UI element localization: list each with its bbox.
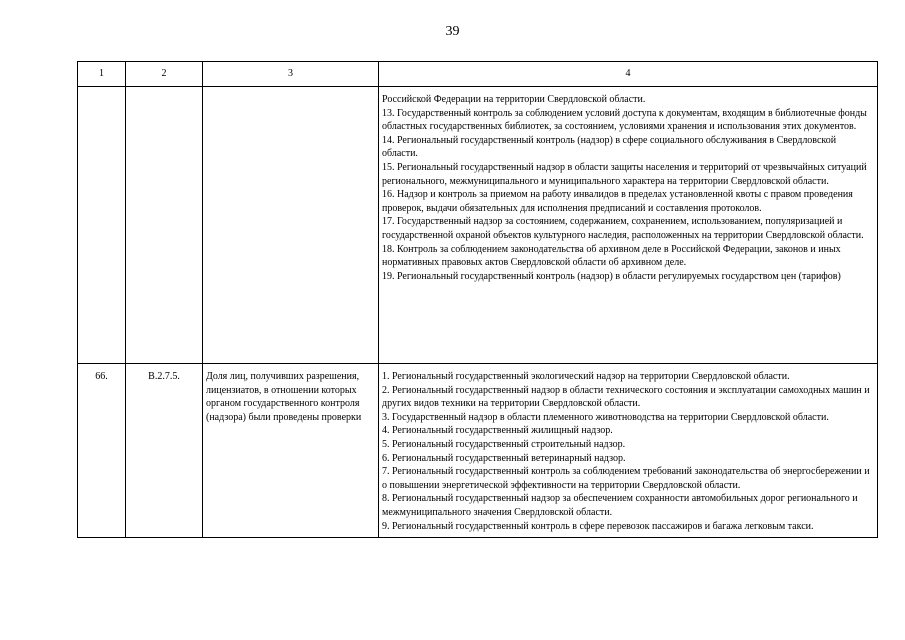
- list-item: 16. Надзор и контроль за приемом на работу инвалидов в пределах установленной квоты с правом проведения проверок, выдачи обязательных для исполнения предписаний и составления протоколов.: [382, 189, 853, 214]
- list-item: Российской Федерации на территории Свердловской области.: [382, 94, 646, 105]
- list-item: 18. Контроль за соблюдением законодательства об архивном деле в Российской Федерации, законов и иных нормативных правовых актов Свердловской области об архивном деле.: [382, 243, 841, 269]
- list-item: 14. Региональный государственный контроль (надзор) в сфере социального обслуживания в Свердловской области.: [382, 134, 837, 160]
- list-item: 5. Региональный государственный строительный надзор.: [382, 438, 626, 450]
- list-item: 13. Государственный контроль за соблюдением условий доступа к документам, входящим в библиотечные фонды областных государственных библиотек, за состоянием, условиями хранения и использования этих документов.: [382, 107, 867, 133]
- column-header-1: 1: [78, 62, 126, 87]
- list-item: 4. Региональный государственный жилищный надзор.: [382, 425, 613, 437]
- column-header-4: 4: [379, 62, 878, 87]
- table-row-continuation: [78, 87, 878, 364]
- list-item: 3. Государственный надзор в области племенного животноводства на территории Свердловской области.: [382, 411, 829, 423]
- list-item: 8. Региональный государственный надзор за обеспечением сохранности автомобильных дорог регионального и межмуниципального значения Свердловской области.: [382, 493, 858, 518]
- cell-row-number: 66.: [78, 364, 126, 538]
- document-table: [77, 61, 878, 538]
- cell-control-list-continued: [379, 87, 878, 364]
- column-header-3: 3: [203, 62, 379, 87]
- list-item: 9. Региональный государственный контроль в сфере перевозок пассажиров и багажа легковым такси.: [382, 520, 814, 532]
- cell-indicator-name: Доля лиц, получивших разрешения, лицензиатов, в отношении которых органом государственного контроля (надзора) были проведены проверки: [203, 364, 379, 538]
- cell-indicator-empty: [203, 87, 379, 364]
- cell-control-list: [379, 364, 878, 538]
- cell-indicator-code: В.2.7.5.: [126, 364, 203, 538]
- list-item: 6. Региональный государственный ветеринарный надзор.: [382, 452, 626, 464]
- list-item: 7. Региональный государственный контроль за соблюдением требований законодательства об энергосбережении и о повышении энергетической эффективности на территории Свердловской области.: [382, 466, 870, 491]
- table-header-row: [78, 62, 878, 87]
- cell-number-empty: [78, 87, 126, 364]
- table-row-66: [78, 364, 878, 538]
- column-header-2: 2: [126, 62, 203, 87]
- cell-code-empty: [126, 87, 203, 364]
- page-number: 39: [445, 24, 460, 39]
- list-item: 19. Региональный государственный контроль (надзор) в области регулируемых государством цен (тарифов): [382, 270, 841, 282]
- list-item: 17. Государственный надзор за состоянием, содержанием, сохранением, использованием, популяризацией и государственной охраной объектов культурного наследия, расположенных на территории Свердловской области.: [382, 216, 864, 241]
- list-item: 2. Региональный государственный надзор в области технического состояния и эксплуатации самоходных машин и других видов техники на территории Свердловской области.: [382, 384, 870, 410]
- list-item: 15. Региональный государственный надзор в области защиты населения и территорий от чрезвычайных ситуаций регионального, межмуниципального и муниципального характера на территории Свердловской области.: [382, 161, 867, 187]
- list-item: 1. Региональный государственный экологический надзор на территории Свердловской области.: [382, 371, 790, 382]
